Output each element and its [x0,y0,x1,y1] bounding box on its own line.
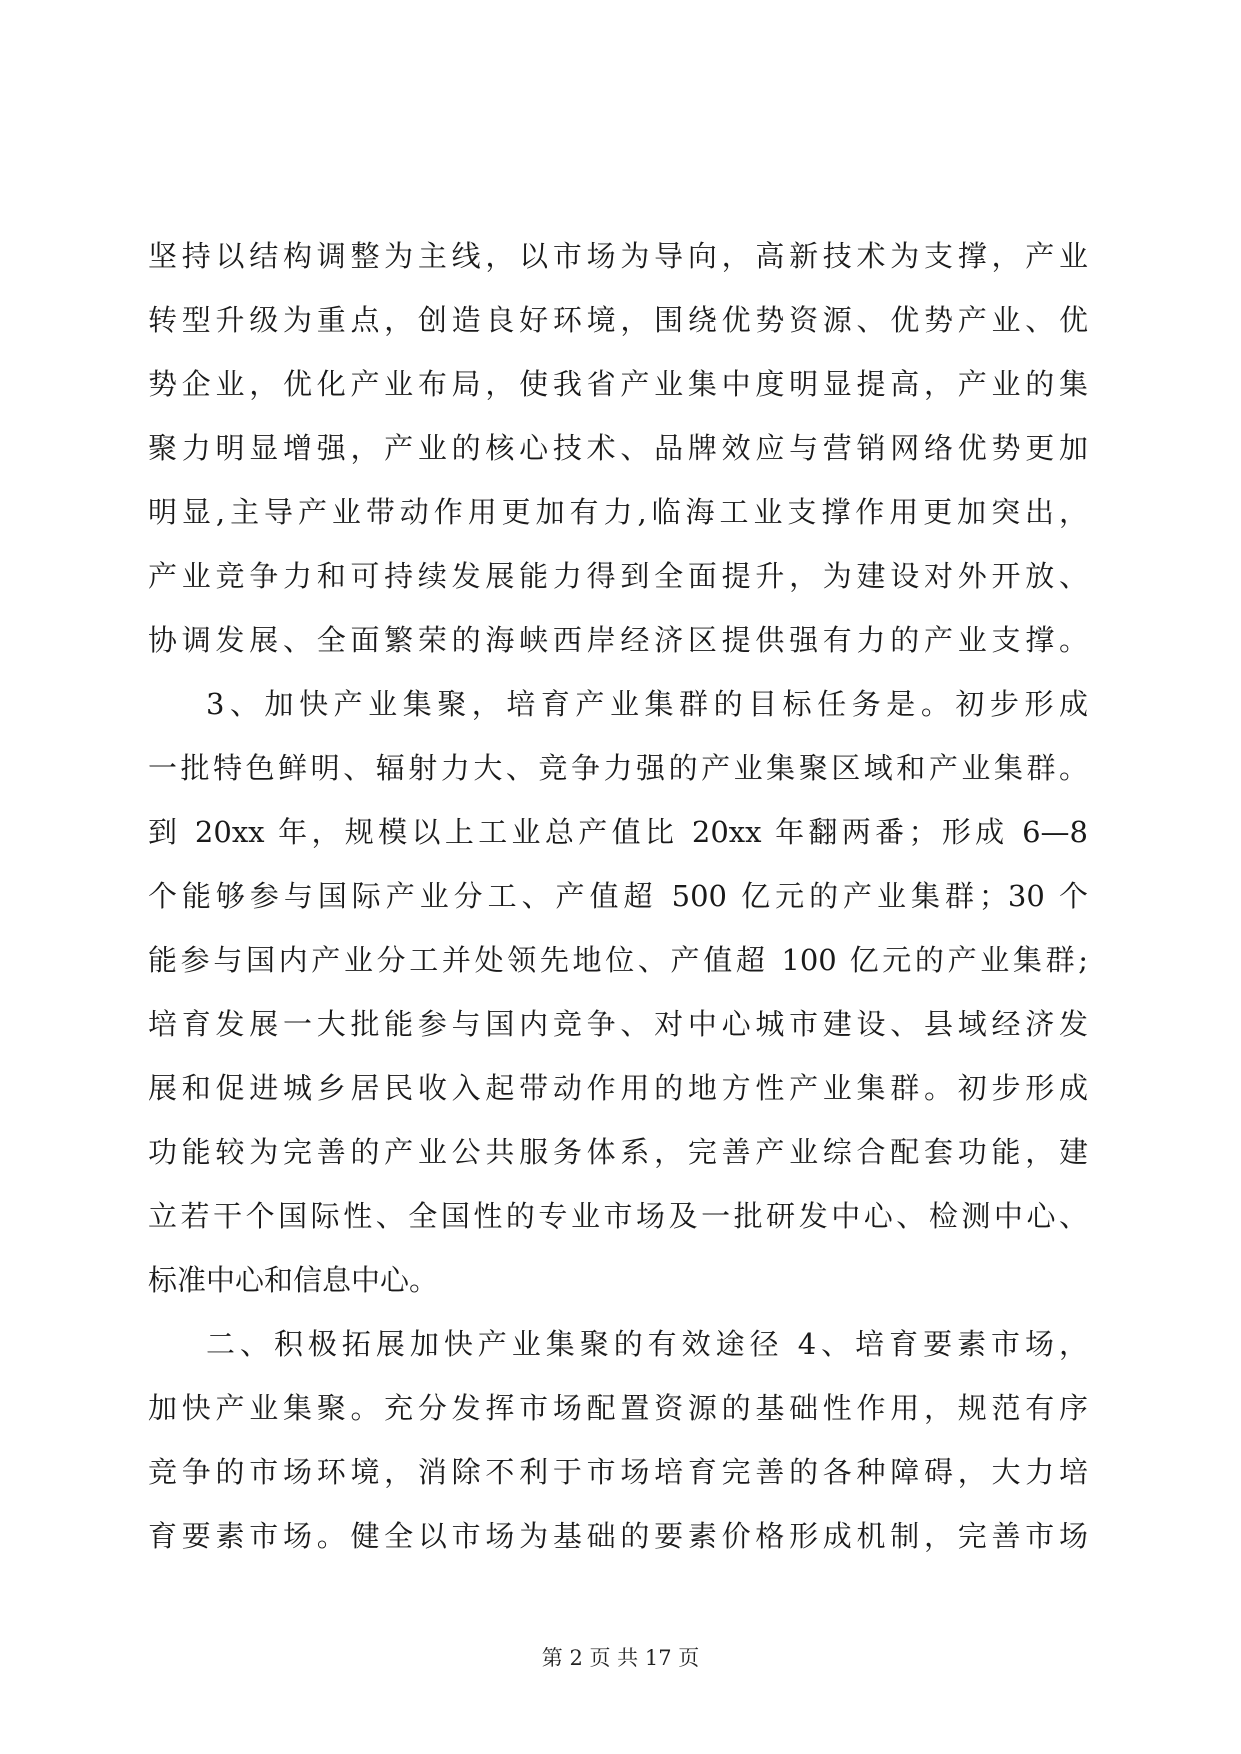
text-line: 功能较为完善的产业公共服务体系，完善产业综合配套功能，建 [148,1135,1088,1169]
paragraph-start-line: 3、加快产业集聚，培育产业集群的目标任务是。初步形成 [206,687,1088,721]
page-number-footer: 第 2 页 共 17 页 [541,1646,700,1670]
text-line: 个能够参与国际产业分工、产值超 500 亿元的产业集群；30 个 [148,879,1088,913]
text-line: 育要素市场。健全以市场为基础的要素价格形成机制，完善市场 [148,1519,1088,1553]
text-line: 势企业，优化产业布局，使我省产业集中度明显提高，产业的集 [148,367,1088,401]
text-line: 培育发展一大批能参与国内竞争、对中心城市建设、县域经济发 [148,1007,1088,1041]
text-line: 明显,主导产业带动作用更加有力,临海工业支撑作用更加突出， [148,495,1088,529]
text-line: 能参与国内产业分工并处领先地位、产值超 100 亿元的产业集群; [148,943,1088,977]
text-line: 一批特色鲜明、辐射力大、竞争力强的产业集聚区域和产业集群。 [148,751,1088,785]
document-body [148,224,1088,1568]
text-line: 协调发展、全面繁荣的海峡西岸经济区提供强有力的产业支撑。 [148,623,1088,657]
paragraph-end-line: 标准中心和信息中心。 [148,1263,439,1297]
text-line: 坚持以结构调整为主线，以市场为导向，高新技术为支撑，产业 [148,239,1088,273]
text-line: 产业竞争力和可持续发展能力得到全面提升，为建设对外开放、 [148,559,1088,593]
text-line: 到 20xx 年，规模以上工业总产值比 20xx 年翻两番；形成 6—8 [148,815,1088,849]
text-line: 展和促进城乡居民收入起带动作用的地方性产业集群。初步形成 [148,1071,1088,1105]
paragraph-start-line: 二、积极拓展加快产业集聚的有效途径 4、培育要素市场， [206,1327,1088,1361]
text-line: 聚力明显增强，产业的核心技术、品牌效应与营销网络优势更加 [148,431,1088,465]
text-line: 立若干个国际性、全国性的专业市场及一批研发中心、检测中心、 [148,1199,1088,1233]
text-line: 加快产业集聚。充分发挥市场配置资源的基础性作用，规范有序 [148,1391,1088,1425]
text-line: 转型升级为重点，创造良好环境，围绕优势资源、优势产业、优 [148,303,1088,337]
text-line: 竞争的市场环境，消除不利于市场培育完善的各种障碍，大力培 [148,1455,1088,1489]
